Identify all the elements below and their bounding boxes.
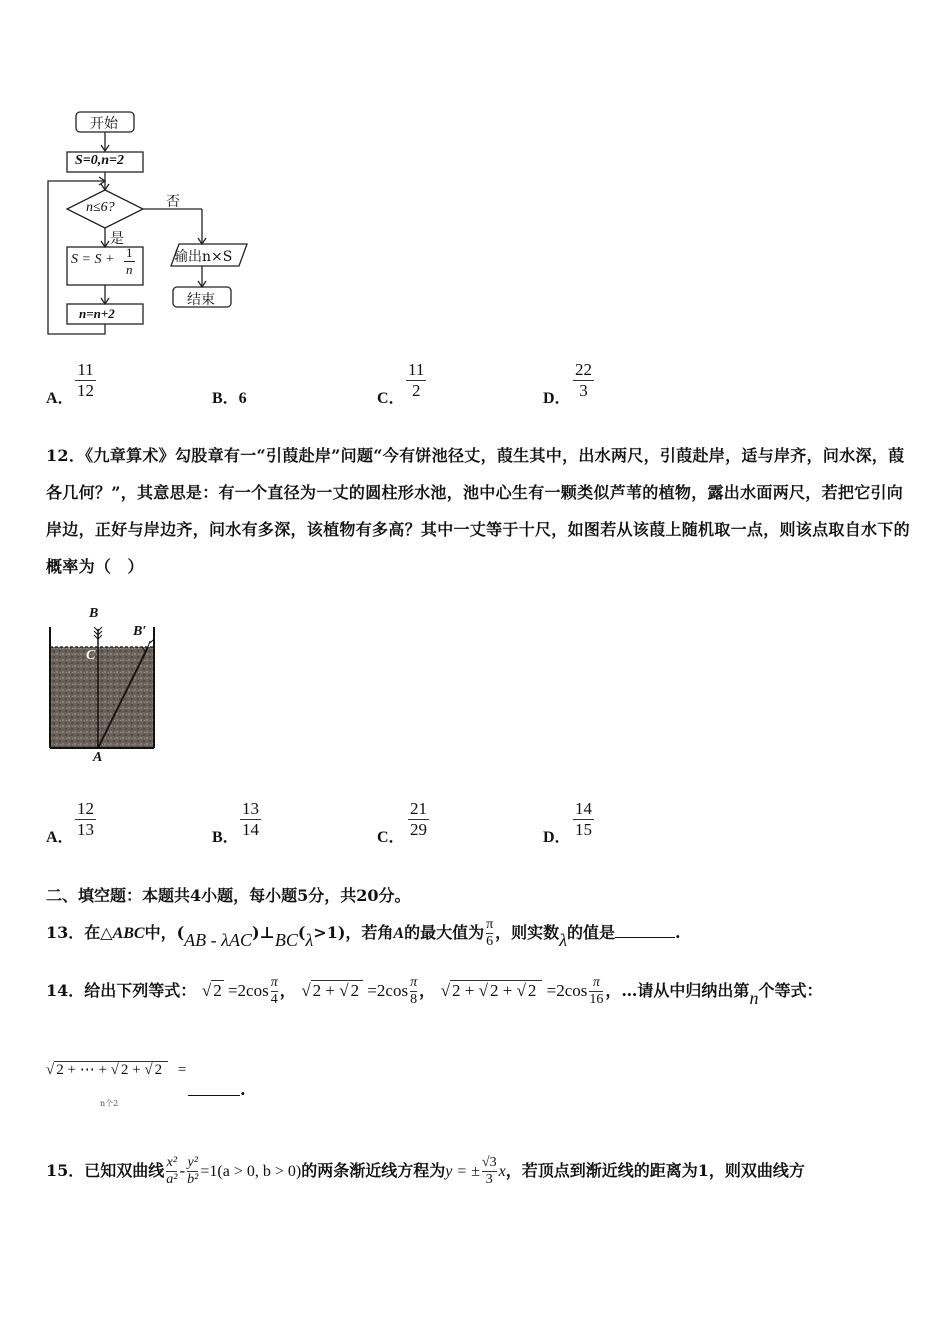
q14-general-a: 2 + ⋯ +	[56, 1062, 107, 1078]
q14-comma-2: ，	[419, 981, 436, 1000]
flow-update-frac	[124, 245, 135, 278]
q12-label-bprime: B′	[133, 624, 147, 639]
q14-p1: 14．给出下列等式：	[46, 981, 197, 1000]
q15-a2: a²	[166, 1172, 178, 1187]
q12-option-c-label: C．	[377, 829, 405, 846]
q13-vec2: BC	[274, 930, 298, 950]
q15-y-eq: y = ±	[445, 1163, 480, 1180]
section-2-heading: 二、填空题：本题共4小题，每小题5分，共20分。	[46, 886, 411, 905]
q15-p2: 的两条渐近线方程为	[301, 1161, 446, 1180]
q13-p5: >1)，若角	[313, 923, 394, 942]
q11-d-den: 3	[573, 380, 594, 401]
q15-line	[46, 1146, 805, 1196]
q14-eq2-den: 8	[410, 992, 418, 1007]
q14-eq1-frac	[271, 975, 278, 1008]
q14-end-dot: .	[240, 1080, 246, 1099]
q14-eq1-num: π	[270, 975, 278, 990]
q11-option-d-label: D．	[543, 390, 571, 407]
q13-pi-frac	[486, 917, 493, 950]
q14-eq3-frac	[589, 975, 603, 1008]
flow-update-den: n	[126, 262, 133, 277]
q12-option-d-frac	[573, 799, 594, 840]
q14-eq3-rad: 2 + √ 2 + √ 2	[450, 980, 542, 1000]
q12-text: 12．《九章算术》勾股章有一“引葭赴岸”问题“今有饼池径丈，葭生其中，出水两尺，引葭赴岸，适与岸齐，问水深，葭各几何？”，其意思是：有一个直径为一丈的圆柱形水池，池中心生有一颗类似芦苇的植物，露出水面两尺，若把它引向岸边，正好与岸边齐，问水有多深，该植物有多高？其中一丈等于十尺，如图若从该葭上随机取一点，则该点取自水下的概率为（ ）	[46, 446, 910, 576]
q14-eq2-a: 2 +	[312, 981, 335, 1000]
q12-c-num: 21	[410, 799, 427, 818]
q13-p6: 的最大值为	[404, 923, 485, 942]
q15-sqrt3-frac	[482, 1155, 497, 1188]
q12-b-den: 14	[242, 820, 259, 839]
q11-option-c-frac	[406, 360, 426, 401]
q13-answer-blank	[615, 923, 675, 938]
q13-lambda-2: λ	[559, 930, 567, 950]
q11-option-a-frac	[75, 360, 96, 401]
q14-eq1: √ 2 =2cos	[201, 981, 269, 1000]
q12-label-b: B	[89, 606, 99, 621]
q15-minus: -	[179, 1161, 186, 1180]
q14-general-rad: 2 + ⋯ + √ 2 + √ 2	[54, 1061, 168, 1078]
q14-general-under: n个2	[100, 1099, 119, 1108]
q14-eq2-num: π	[410, 975, 418, 990]
q14-p2: ，…请从中归纳出第	[605, 981, 750, 1000]
q13-a: A	[393, 925, 405, 942]
flow-init-label: S=0,n=2	[75, 153, 125, 168]
flow-update-lhs: S = S +	[71, 252, 115, 267]
q13-pi-den: 6	[486, 934, 494, 949]
flow-increment-label: n=n+2	[79, 306, 115, 321]
q14-eq3-num: π	[592, 975, 600, 990]
q14-eq3-a: 2 +	[452, 981, 475, 1000]
q11-option-a-label: A．	[46, 390, 74, 407]
q12-option-b-frac	[240, 799, 261, 840]
q14-general: √ 2 + ⋯ + √ 2 + √ 2 =	[46, 1062, 187, 1078]
q14-line	[46, 970, 822, 1010]
q14-eq1-den: 4	[270, 992, 278, 1007]
q14-eq2-rhs: =2cos	[367, 981, 409, 1000]
q11-option-c-label: C．	[377, 390, 405, 407]
q14-eq1-rad: 2	[213, 981, 222, 1000]
q12-d-num: 14	[575, 799, 592, 818]
q15-b2: b²	[187, 1172, 199, 1187]
q12-option-b-label: B．	[212, 829, 239, 846]
q15-x2: x²	[166, 1155, 178, 1170]
q13-p7: ，则实数	[495, 923, 560, 942]
q14-eq1-rhs: =2cos	[227, 981, 269, 1000]
q13-p9: .	[675, 923, 681, 942]
q13-p3: )⊥	[251, 923, 275, 942]
q13-line	[46, 912, 681, 952]
q15-p1: 15．已知双曲线	[46, 1161, 165, 1180]
q12-option-d-label: D．	[543, 829, 571, 846]
q12-c-den: 29	[410, 820, 427, 839]
q11-a-num: 11	[77, 360, 94, 379]
q14-eq2-frac	[410, 975, 417, 1008]
q13-abc: ABC	[112, 925, 145, 942]
q14-eq2: √ 2 + √ 2 =2cos	[301, 981, 409, 1000]
q13-p1: 13．在△	[46, 923, 113, 942]
q11-option-d-frac	[573, 360, 594, 401]
q13-p4: (	[297, 923, 306, 942]
flow-output-label: 输出n×S	[174, 249, 233, 265]
q14-answer-blank	[188, 1081, 240, 1096]
q15-y2: y²	[187, 1155, 198, 1170]
q14-eq3: √ 2 + √ 2 + √ 2 =2cos	[440, 981, 588, 1000]
q14-general-b: 2 +	[120, 1062, 141, 1078]
flow-no-label: 否	[166, 194, 180, 210]
q14-n: n	[749, 988, 759, 1008]
q15-sqrt3: √3	[481, 1155, 497, 1170]
q14-p3: 个等式：	[758, 981, 823, 1000]
q14-eq2-b: 2	[350, 981, 360, 1000]
q11-option-b-label: B．6	[212, 390, 247, 407]
q14-eq3-b: 2 +	[489, 981, 513, 1000]
q14-general-inner: 2 + √ 2	[119, 1061, 166, 1078]
q15-x: x	[498, 1163, 506, 1180]
q12-d-den: 15	[575, 820, 592, 839]
q14-general-c: 2	[154, 1062, 163, 1078]
q13-p8: 的值是	[566, 923, 615, 942]
q11-a-den: 12	[77, 381, 94, 400]
q15-y-frac	[187, 1155, 198, 1188]
q15-p3: ，若顶点到渐近线的距离为1，则双曲线方	[505, 1161, 805, 1180]
q15-x-frac	[166, 1155, 177, 1188]
flow-update-num: 1	[126, 245, 133, 260]
q14-eq3-rhs: =2cos	[546, 981, 588, 1000]
flow-condition-label: n≤6?	[86, 200, 115, 215]
q12-option-c-frac	[408, 799, 429, 840]
q11-c-num: 11	[408, 360, 425, 379]
flow-end-label: 结束	[187, 292, 215, 308]
q12-option-a-frac	[75, 799, 96, 840]
q13-vec1: AB - λAC	[184, 930, 252, 950]
q14-comma-1: ，	[279, 981, 296, 1000]
q12-b-num: 13	[242, 799, 259, 818]
q12-label-c: C	[86, 648, 96, 663]
flowchart	[40, 105, 260, 345]
q15-three: 3	[482, 1171, 497, 1188]
q12-a-den: 13	[77, 820, 94, 839]
q14-eq3-den: 16	[589, 992, 604, 1007]
flow-yes-label: 是	[110, 231, 124, 247]
q13-lambda: λ	[305, 930, 314, 950]
q14-eq2-rad: 2 + √ 2	[311, 980, 363, 1000]
q15-cond: =1(a > 0, b > 0)	[200, 1163, 302, 1180]
q13-pi-num: π	[486, 917, 494, 932]
q11-c-den: 2	[406, 380, 426, 401]
q14-eq3-inner: 2 + √ 2	[488, 980, 540, 1000]
q12-label-a: A	[93, 750, 103, 765]
q12-a-num: 12	[77, 799, 94, 818]
q13-p2: 中，(	[144, 923, 185, 942]
q14-eq3-c: 2	[527, 981, 537, 1000]
q12-option-a-label: A．	[46, 829, 74, 846]
q14-general-eq: =	[177, 1062, 187, 1078]
flow-update-label	[71, 252, 114, 268]
flow-start-label: 开始	[90, 116, 118, 132]
q11-d-num: 22	[575, 360, 592, 379]
